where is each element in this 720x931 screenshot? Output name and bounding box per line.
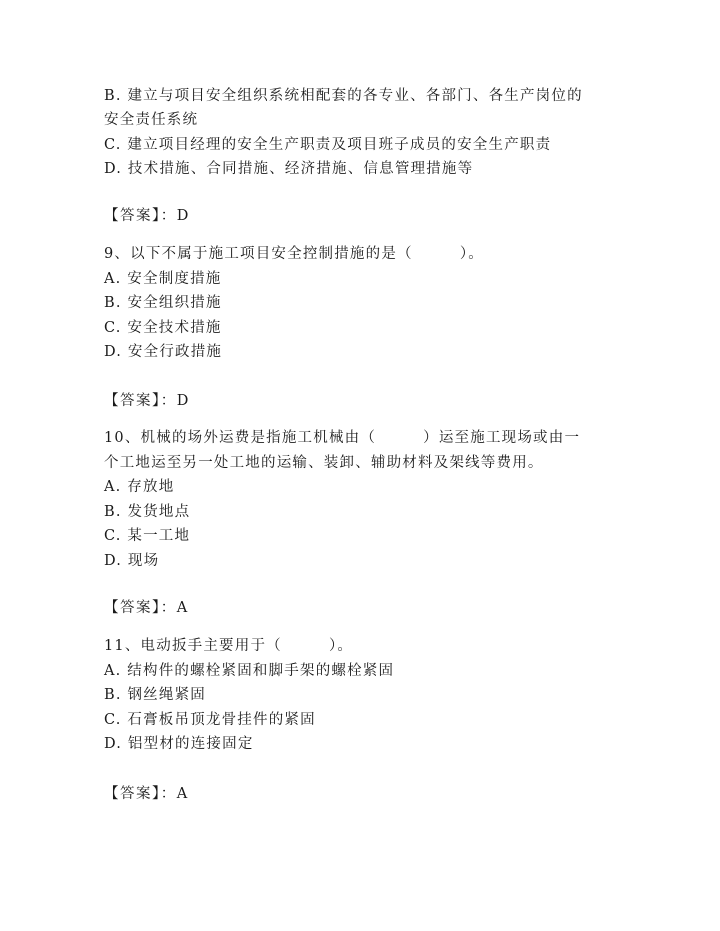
q10-answer: 【答案】：A xyxy=(104,600,189,616)
q11-option-a: A. 结构件的螺栓紧固和脚手架的螺栓紧固 xyxy=(104,663,395,679)
q11-question: 11、电动扳手主要用于（ ）。 xyxy=(104,638,354,654)
q8-option-d: D. 技术措施、合同措施、经济措施、信息管理措施等 xyxy=(104,161,474,177)
q11-option-b: B. 钢丝绳紧固 xyxy=(104,687,206,703)
q8-option-b-line2: 安全责任系统 xyxy=(104,112,199,128)
q9-question: 9、以下不属于施工项目安全控制措施的是（ ）。 xyxy=(104,246,484,262)
q8-option-c: C. 建立项目经理的安全生产职责及项目班子成员的安全生产职责 xyxy=(104,137,552,153)
q11-answer: 【答案】：A xyxy=(104,786,189,802)
q8-answer: 【答案】：D xyxy=(104,208,190,224)
q9-option-c: C. 安全技术措施 xyxy=(104,320,222,336)
q10-option-d: D. 现场 xyxy=(104,553,160,569)
q9-option-a: A. 安全制度措施 xyxy=(104,271,222,287)
q9-option-b: B. 安全组织措施 xyxy=(104,295,222,311)
q9-option-d: D. 安全行政措施 xyxy=(104,344,223,360)
q10-option-b: B. 发货地点 xyxy=(104,504,191,520)
q10-question-line2: 个工地运至另一处工地的运输、装卸、辅助材料及架线等费用。 xyxy=(104,455,544,471)
q9-answer: 【答案】：D xyxy=(104,393,190,409)
q10-option-a: A. 存放地 xyxy=(104,479,175,495)
q10-option-c: C. 某一工地 xyxy=(104,528,191,544)
q8-option-b-line1: B. 建立与项目安全组织系统相配套的各专业、各部门、各生产岗位的 xyxy=(104,88,583,104)
q10-question-line1: 10、机械的场外运费是指施工机械由（ ）运至施工现场或由一 xyxy=(104,430,581,446)
q11-option-d: D. 铝型材的连接固定 xyxy=(104,736,254,752)
q11-option-c: C. 石膏板吊顶龙骨挂件的紧固 xyxy=(104,712,316,728)
